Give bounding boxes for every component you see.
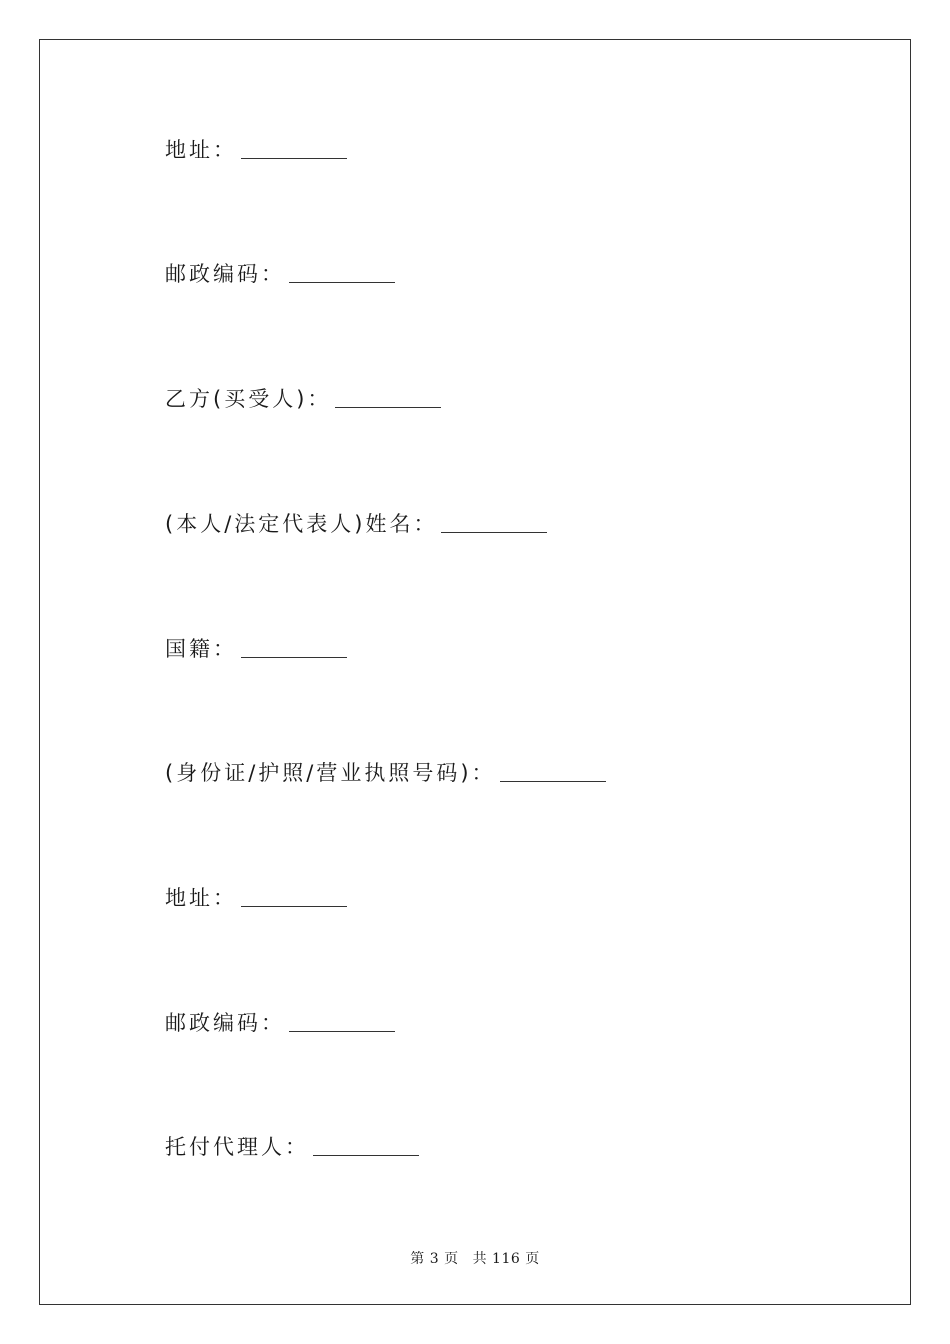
nationality-label: 国籍： [165,637,237,661]
postal-code-blank[interactable] [289,262,395,283]
postal-code-blank-2[interactable] [289,1011,395,1032]
agent-label: 托付代理人： [165,1135,309,1159]
nationality-field [165,635,347,663]
id-number-label: (身份证/护照/营业执照号码)： [165,761,496,785]
representative-name-field [165,510,547,538]
address-blank-2[interactable] [241,886,347,907]
address-blank[interactable] [241,138,347,159]
id-number-blank[interactable] [500,761,606,782]
id-number-field [165,759,606,787]
agent-blank[interactable] [313,1135,419,1156]
representative-name-blank[interactable] [441,512,547,533]
nationality-blank[interactable] [241,637,347,658]
total-pages: 共 116 页 [472,1251,540,1267]
address-field [165,136,347,164]
postal-code-field-2 [165,1009,395,1037]
representative-name-label: (本人/法定代表人)姓名： [165,512,438,536]
page-border [39,39,911,1305]
address-field-2 [165,884,347,912]
postal-code-label-2: 邮政编码： [165,1011,285,1035]
party-b-label: 乙方(买受人)： [165,387,332,411]
postal-code-label: 邮政编码： [165,262,285,286]
address-label: 地址： [165,138,237,162]
address-label-2: 地址： [165,886,237,910]
agent-field [165,1133,419,1161]
postal-code-field [165,260,395,288]
party-b-field [165,385,441,413]
page-footer [0,1248,950,1268]
current-page-number: 第 3 页 [410,1251,459,1267]
party-b-blank[interactable] [335,387,441,408]
